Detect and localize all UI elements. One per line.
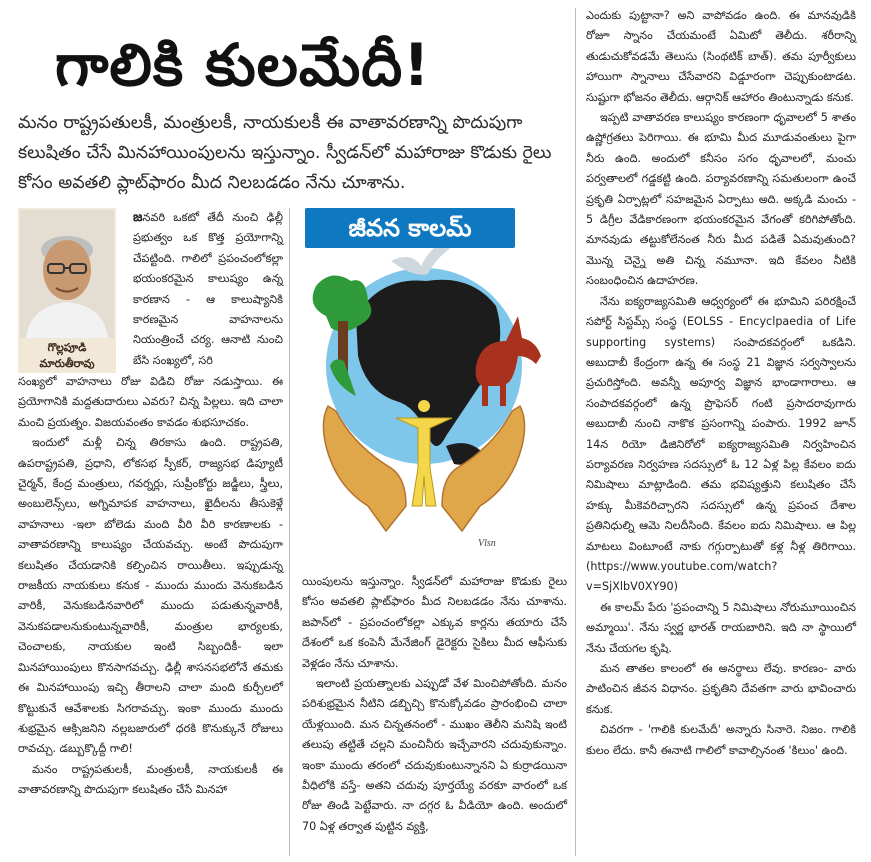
col1-para-1: సంఖ్యలో వాహనాలు రోజు విడిచి రోజు నడుస్తాయి. ఈ ప్రయోగానికి మద్దతుదారులు ఎవరు? చిన్న పిల్లలు. ఇది చాలా మంచి ప్రయత్నం. విజయవంతం కావడం శుభసూచకం. xyxy=(18,375,283,429)
col1-para-3: మనం రాష్ట్రపతులకీ, మంత్రులకీ, నాయకులకీ ఈ వాతావరణాన్ని పొదుపుగా కలుషితం చేసే మినహా xyxy=(18,762,283,797)
lead-paragraph: మనం రాష్ట్రపతులకీ, మంత్రులకీ, నాయకులకీ ఈ వాతావరణాన్ని పొదుపుగా కలుషితం చేసే మినహాయింపులను ఇస్తున్నాం. స్వీడన్‌లో మహారాజు కొడుకు రైలు కోసం అవతలి ప్లాట్‌ఫారం మీద నిలబడడం నేను చూశాను. xyxy=(18,113,552,193)
illustration-panel xyxy=(296,206,566,566)
author-photo xyxy=(20,210,114,338)
col2-para-2: ఇలాంటి ప్రయత్నాలకు ఎప్పుడో వేళ మించిపోతోంది. మనం పరిశుభ్రమైన నీటిని డబ్బిచ్చి కొనుక్కోవడం ప్రారంభించి చాలా యేళ్లయింది. మన చిన్నతనంలో - ముఖం తెలీని మనిషి ఇంటి తలుపు తట్టితే చల్లని మంచినీరు ఇచ్చేవారని చదువుకున్నాం. ఇంకా ముందు తరంలో చదువుకుంటున్నానని ఏ కుర్రాడయినా వీధిలోకి వస్తే- అతని చదువు పూర్తయ్యే వరకూ వారంలో ఒక రోజు తిండి పెట్టేవారు. నా దగ్గర ఓ వీడియో ఉంది. అందులో 70 ఏళ్ల తర్వాత పుట్టిన వ్యక్తి, xyxy=(302,677,567,833)
col3-para-6: చివరగా - 'గాలికి కులమేదీ' అన్నారు సినారె. నిజం. గాలికి కులం లేదు. కానీ ఈనాటి గాలిలో కావాల్సినంత 'కిలుం' ఉంది. xyxy=(586,723,856,757)
col3-para-2: ఇప్పటి వాతావరణ కాలుష్యం కారణంగా ధృవాలలో 5 శాతం ఉష్ణోగ్రతలు పెరిగాయి. ఈ భూమి మీద మూడువంతులు పైగా నీరు ఉంది. అందులో కనీసం సగం ధృవాలలో, మంచు పర్వతాలలో గడ్డకట్టి ఉంది. పర్యావరణాన్ని సమతులంగా ఉంచే ప్రకృతి ఏర్పాట్లలో సహజమైన ఏర్పాటు అది. అక్కడి మంచు - 5 డిగ్రీల వేడికారణంగా భయంకరమైన వేగంతో కరిగిపోతోంది. మానవుడు తట్టుకోలేనంత నీరు మీద పడితే ఏమవుతుంది? మొన్న చెన్నై అతి చిన్న నమూనా. ఇది కేవలం నీటికి సంబంధించిన ఉదాహరణ. xyxy=(586,111,856,288)
author-name-line2: మారుతీరావు xyxy=(39,357,95,370)
column-2 xyxy=(302,572,567,837)
column-1-wrap-text: నవరి ఒకటో తేదీ నుంచి ఢిల్లీ ప్రభుత్వం ఒక కొత్త ప్రయోగాన్ని చేపట్టింది. గాలిలో ప్రపంచంలోకల్లా భయంకరమైన కాలుష్యం ఉన్న కారణాన - ఆ కాలుష్యానికి కారణమైన వాహనాలను నియంత్రించే చర్య. ఆనాటి నుంచి బేసి సంఖ్యలో, సరి xyxy=(133,211,283,367)
column-1-wrap xyxy=(133,208,283,371)
author-byline xyxy=(18,340,116,372)
col3-para-4: ఈ కాలమ్ పేరు 'ప్రపంచాన్ని 5 నిమిషాలు నోరుమూయించిన అమ్మాయి'. నేను స్వర్ణ భారత్ రాయబారిని. ఇది నా స్థాయిలో నేను చేయగల కృషి. xyxy=(586,600,856,655)
headline: గాలికి కులమేదీ! xyxy=(55,31,431,99)
col3-para-1: ఎందుకు పుట్టానా? అని వాపోవడం ఉంది. ఈ మానవుడికి రోజూ స్నానం చేయమంటే ఏమిటో తెలీదు. శరీరాన్ని తుడుచుకోవడమే తెలుసు (సింథటిక్ బాత్). తమ పూర్వీకులు హాయిగా స్నానాలు చేసేవారని విడ్డూరంగా చెప్పుకుంటాడట. సుష్టుగా భోజనం తెలీదు. ఆర్గానిక్ ఆహారం తింటున్నాడు కనుక. xyxy=(586,9,856,104)
svg-text:Vlsn: Vlsn xyxy=(478,538,496,549)
column-1 xyxy=(18,372,283,801)
panel-title: జీవన కాలమ్ xyxy=(305,208,515,248)
column-divider-2 xyxy=(575,8,576,856)
column-3 xyxy=(586,6,856,761)
column-divider-1 xyxy=(289,208,290,856)
author-name-line1: గొల్లపూడి xyxy=(47,341,87,354)
col1-para-2: ఇందులో మళ్లీ చిన్న తిరకాసు ఉంది. రాష్ట్రపతి, ఉపరాష్ట్రపతి, ప్రధాని, లోకసభ స్పీకర్, రాజ్యసభ డిప్యూటీ చైర్మన్, కేంద్ర మంత్రులు, గవర్నర్లు, సుప్రీంకోర్టు జడ్జీలు, స్త్రీలు, అంబులెన్స్‌లు, అగ్నిమాపక వాహనాలు, ఖైదీలను తీసుకెళ్లే వాహనాలు -ఇలా బోలెడు మంది వీరి వీరి కారణాలకు - వాతావరణాన్ని కాలుష్యం చేయవచ్చు. అంటే పొదుపుగా కలుషితం చేయడానికి కల్పించిన రాయితీలు. ఇప్పుడున్న రాజకీయ నాయకులు కనుక - ముందు ముందు వెనుకబడిన వారికీ, వెనుకబడినవారిలో ముందు పడుతున్నవారికీ, వెనుకపడాలనుకుంటున్నవారికీ, మంత్రుల భార్యలకు, చెంచాలకు, నాయకుల ఇంటి సిబ్బందికీ- ఇలా మినహాయింపులు కొనసాగవచ్చు. ఢిల్లీ శాసనసభలోనే తమకు ఈ మినహాయింపు ఇచ్చి తీరాలని చాలా మంది కుర్చీలలో కొట్టుకునే ఆవేశాలకు సిగరావచ్చు. ఇంకా ముందు ముందు శుభ్రమైన ఆక్సిజనిని నల్లబజారులో ధరకి కొనుక్కునే రోజులు రావచ్చు. డబ్బుక్కొద్దీ గాలి! xyxy=(18,436,283,756)
col2-para-1: యింపులను ఇస్తున్నాం. స్వీడన్‌లో మహారాజు కొడుకు రైలు కోసం అవతలి ప్లాట్‌ఫారం మీద నిలబడడం నేను చూశాను. జపాన్‌లో - ప్రపంచంలోకల్లా ఎక్కువ కార్లను తయారు చేసే దేశంలో ఒక కంపెనీ మేనేజింగ్ డైరెక్టరు సైకిలు మీద ఆఫీసుకు వెళ్లడం నేను చూశాను. xyxy=(302,575,567,670)
col3-para-5: మన తాతల కాలంలో ఈ అనర్థాలు లేవు. కారణం- వారు పాటించిన జీవన విధానం. ప్రకృతిని దేవతగా వారు భావించారు కనుక. xyxy=(586,662,856,716)
dropcap: జ xyxy=(133,210,143,225)
col3-para-3: నేను ఐక్యరాజ్యసమితి ఆధ్వర్యంలో ఈ భూమిని పరిరక్షించే సపోర్ట్ సిస్టమ్స్ సంస్థ (EOLSS - Encyclpaedia of Life supporting systems) సంపాదకవర్గంలో ఒకడిని. అబుదాబీ కేంద్రంగా ఉన్న ఈ సంస్థ 21 విజ్ఞాన సర్వస్వాలను ప్రచురిస్తోంది. అవన్నీ అపూర్వ విజ్ఞాన భాండాగారాలు. ఆ సంపాదకవర్గంలో ఉన్న ప్రొఫెసర్ గంటి ప్రసాదరావుగారు అబుదాబీ నుంచి నాకొక ప్రసంగాన్ని పంపారు. 1992 జూన్ 14న రియో డిజినిరోలో ఐక్యరాజ్యసమితి నిర్వహించిన పర్యావరణ నిర్వహణ సదస్సులో ఓ 12 ఏళ్ల పిల్ల కేవలం ఐదు నిమిషాలు మాట్లాడింది. తమ భవిష్యత్తుని కలుషితం చేసే హక్కు మీకెవరిచ్చారని సదస్సులో ఉన్న ప్రపంచ దేశాల ప్రతినిధుల్ని ఆమె నిలదీసింది. కేవలం ఐదు నిమిషాలు. ఆ పిల్ల మాటలు వింటూంటే నాకు గగ్గుర్పాటుతో కళ్ల నీళ్ల తిరిగాయి. (https://www.youtube.com/watch?v=SjXlbV0XY90) xyxy=(586,294,856,594)
